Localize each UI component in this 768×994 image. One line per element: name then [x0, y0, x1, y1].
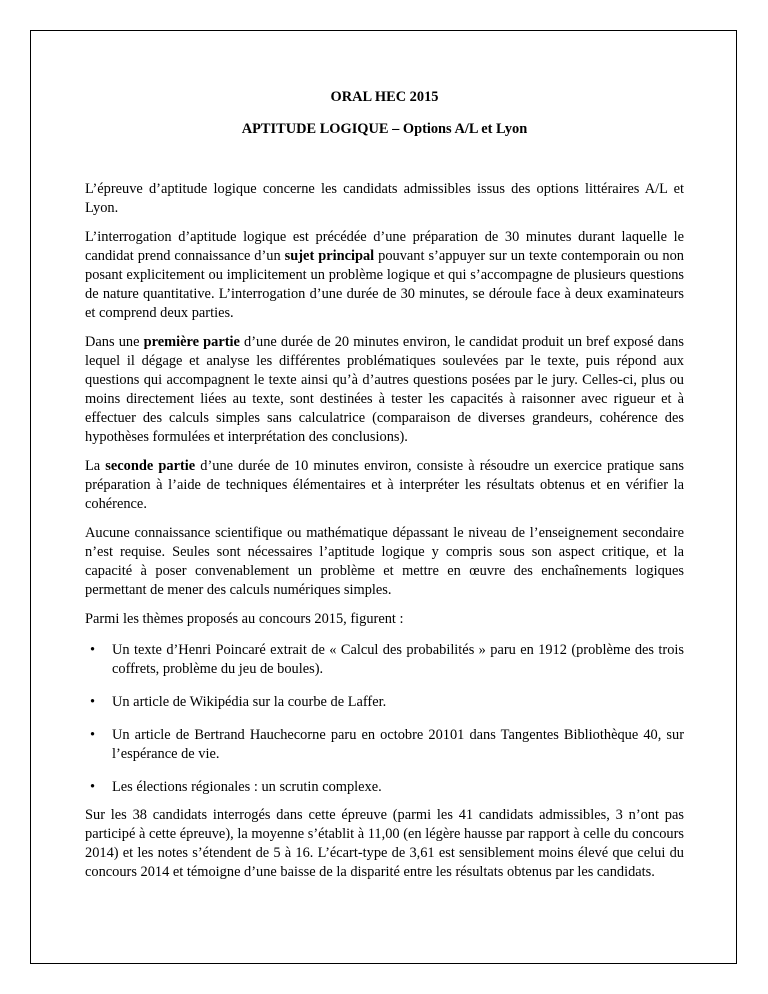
- document-content: [85, 86, 684, 882]
- list-item: [85, 726, 684, 764]
- theme-text: Un texte d’Henri Poincaré extrait de « Calcul des probabilités » paru en 1912 (problème des trois coffrets, problème du jeu de boules).: [112, 642, 684, 677]
- seconde-partie-bold: seconde partie: [105, 458, 196, 474]
- paragraph-results: Sur les 38 candidats interrogés dans cette épreuve (parmi les 41 candidats admissibles, 3 n’ont pas participé à cette épreuve), la moyenne s’établit à 11,00 (en légère hausse par rapport à celle du concours 2014) et les notes s’étendent de 5 à 16. L’écart-type de 3,61 est sensiblement moins élevé que celui du concours 2014 et témoigne d’une baisse de la disparité entre les résultats obtenus par les candidats.: [85, 807, 684, 880]
- list-item: [85, 778, 684, 797]
- list-item: [85, 641, 684, 679]
- themes-list: [85, 641, 684, 797]
- premiere-partie-bold: première partie: [143, 334, 240, 350]
- sujet-principal-bold: sujet principal: [284, 248, 375, 264]
- bullet-icon: •: [90, 694, 96, 710]
- document-subtitle: APTITUDE LOGIQUE – Options A/L et Lyon: [241, 121, 528, 137]
- theme-text: Un article de Bertrand Hauchecorne paru en octobre 20101 dans Tangentes Bibliothèque 40, sur l’espérance de vie.: [112, 727, 684, 762]
- second-part-text-end: d’une durée de 10 minutes environ, consiste à résoudre un exercice pratique sans préparation à l’aide de techniques élémentaires et à interpréter les résultats obtenus et en vérifier la cohérence.: [85, 458, 684, 512]
- second-part-text-start: La: [85, 458, 106, 474]
- document-title: ORAL HEC 2015: [330, 89, 439, 105]
- theme-text: Un article de Wikipédia sur la courbe de Laffer.: [112, 694, 387, 710]
- document-page: [30, 30, 737, 964]
- theme-text: Les élections régionales : un scrutin complexe.: [112, 779, 382, 795]
- paragraph-knowledge: Aucune connaissance scientifique ou mathématique dépassant le niveau de l’enseignement secondaire n’est requise. Seules sont nécessaires l’aptitude logique y compris sous son aspect critique, et la capacité à poser convenablement un problème et mettre en œuvre des enchaînements logiques permettant de mener des calculs numériques simples.: [85, 525, 684, 598]
- bullet-icon: •: [90, 727, 96, 743]
- bullet-icon: •: [90, 779, 96, 795]
- list-item: [85, 693, 684, 712]
- first-part-text-end: d’une durée de 20 minutes environ, le candidat produit un bref exposé dans lequel il dégage et analyse les différentes problématiques soulevées par le texte, puis répond aux questions qui accompagnent le texte ainsi qu’à d’autres questions posées par le jury. Celles-ci, plus ou moins directement liées au texte, sont destinées à tester les capacités à raisonner avec rigueur et à effectuer des calculs simples sans calculatrice (comparaison de diverses grandeurs, cohérence des hypothèses formulées et interprétation des conclusions).: [85, 334, 684, 445]
- first-part-text-start: Dans une: [85, 334, 144, 350]
- preparation-text-start: L’interrogation d’aptitude logique est précédée d’une préparation de 30 minutes durant laquelle le candidat prend connaissance d’un: [85, 229, 684, 264]
- paragraph-preparation: [85, 228, 684, 323]
- bullet-icon: •: [90, 642, 96, 658]
- paragraph-intro: L’épreuve d’aptitude logique concerne les candidats admissibles issus des options littéraires A/L et Lyon.: [85, 181, 684, 216]
- paragraph-themes-intro: Parmi les thèmes proposés au concours 2015, figurent :: [85, 611, 404, 627]
- paragraph-first-part: [85, 333, 684, 447]
- paragraph-second-part: [85, 457, 684, 514]
- preparation-text-end: pouvant s’appuyer sur un texte contemporain ou non posant explicitement ou implicitement un problème logique et qui s’accompagne de plusieurs questions de nature quantitative. L’interrogation d’une durée de 30 minutes, se déroule face à deux examinateurs et comprend deux parties.: [85, 248, 684, 321]
